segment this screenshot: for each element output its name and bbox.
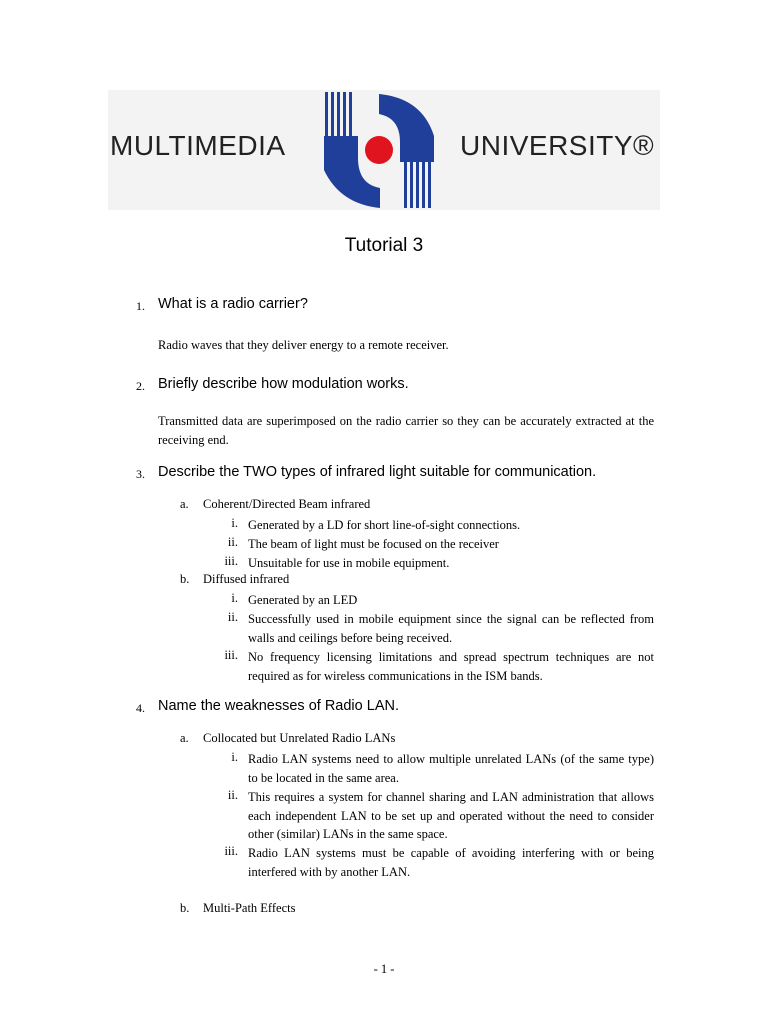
question-text: What is a radio carrier?: [158, 296, 308, 312]
sub-item-label: i.: [231, 516, 238, 530]
answer-text: Transmitted data are superimposed on the radio carrier so they can be accurately extracted at the receiving end.: [158, 414, 654, 447]
sub-item-label: ii.: [227, 788, 238, 802]
sub-item-label: i.: [231, 750, 238, 764]
sub-item-label: ii.: [227, 610, 238, 624]
question-text: Name the weaknesses of Radio LAN.: [158, 698, 399, 714]
list-item-text: Multi-Path Effects: [203, 901, 296, 915]
sub-item-label: iii.: [224, 844, 238, 858]
sub-item-text: The beam of light must be focused on the receiver: [248, 537, 499, 551]
question-text: Describe the TWO types of infrared light suitable for communication.: [158, 464, 597, 480]
sub-item-text: No frequency licensing limitations and spread spectrum techniques are not required as for wireless communications in the ISM bands.: [248, 650, 654, 683]
sub-item-label: iii.: [224, 554, 238, 568]
sub-item-label: ii.: [227, 535, 238, 549]
sub-item-text: This requires a system for channel sharing and LAN administration that allows each independent LAN to be set up and operated without the need to consider other (similar) LANs in the same space.: [248, 790, 654, 841]
university-logo-icon: [322, 92, 437, 208]
sub-item-text: Unsuitable for use in mobile equipment.: [248, 556, 450, 570]
page-number: - 1 -: [373, 962, 395, 976]
list-item-label: b.: [180, 572, 190, 586]
sub-item-text: Successfully used in mobile equipment since the signal can be reflected from walls and ceilings before being received.: [248, 612, 654, 645]
question-number: 1.: [136, 299, 145, 313]
logo-word-university: UNIVERSITY®: [460, 130, 655, 161]
sub-item-text: Generated by a LD for short line-of-sight connections.: [248, 518, 521, 532]
answer-text: Radio waves that they deliver energy to a remote receiver.: [158, 338, 449, 352]
university-logo-banner: [108, 90, 660, 210]
sub-item-text: Radio LAN systems need to allow multiple unrelated LANs (of the same type) to be located in the same area.: [248, 752, 654, 785]
list-item-label: b.: [180, 901, 190, 915]
sub-item-label: iii.: [224, 648, 238, 662]
page-title: Tutorial 3: [344, 235, 424, 256]
list-item-text: Coherent/Directed Beam infrared: [203, 497, 371, 511]
sub-item-text: Radio LAN systems must be capable of avoiding interfering with or being interfered with by another LAN.: [248, 846, 654, 879]
list-item-text: Collocated but Unrelated Radio LANs: [203, 731, 396, 745]
question-text: Briefly describe how modulation works.: [158, 376, 409, 392]
question-number: 4.: [136, 701, 145, 715]
question-number: 2.: [136, 379, 145, 393]
sub-item-text: Generated by an LED: [248, 593, 358, 607]
sub-item-label: i.: [231, 591, 238, 605]
list-item-label: a.: [180, 731, 189, 745]
list-item-text: Diffused infrared: [203, 572, 290, 586]
logo-word-multimedia: MULTIMEDIA: [110, 130, 286, 161]
question-number: 3.: [136, 467, 145, 481]
list-item-label: a.: [180, 497, 189, 511]
